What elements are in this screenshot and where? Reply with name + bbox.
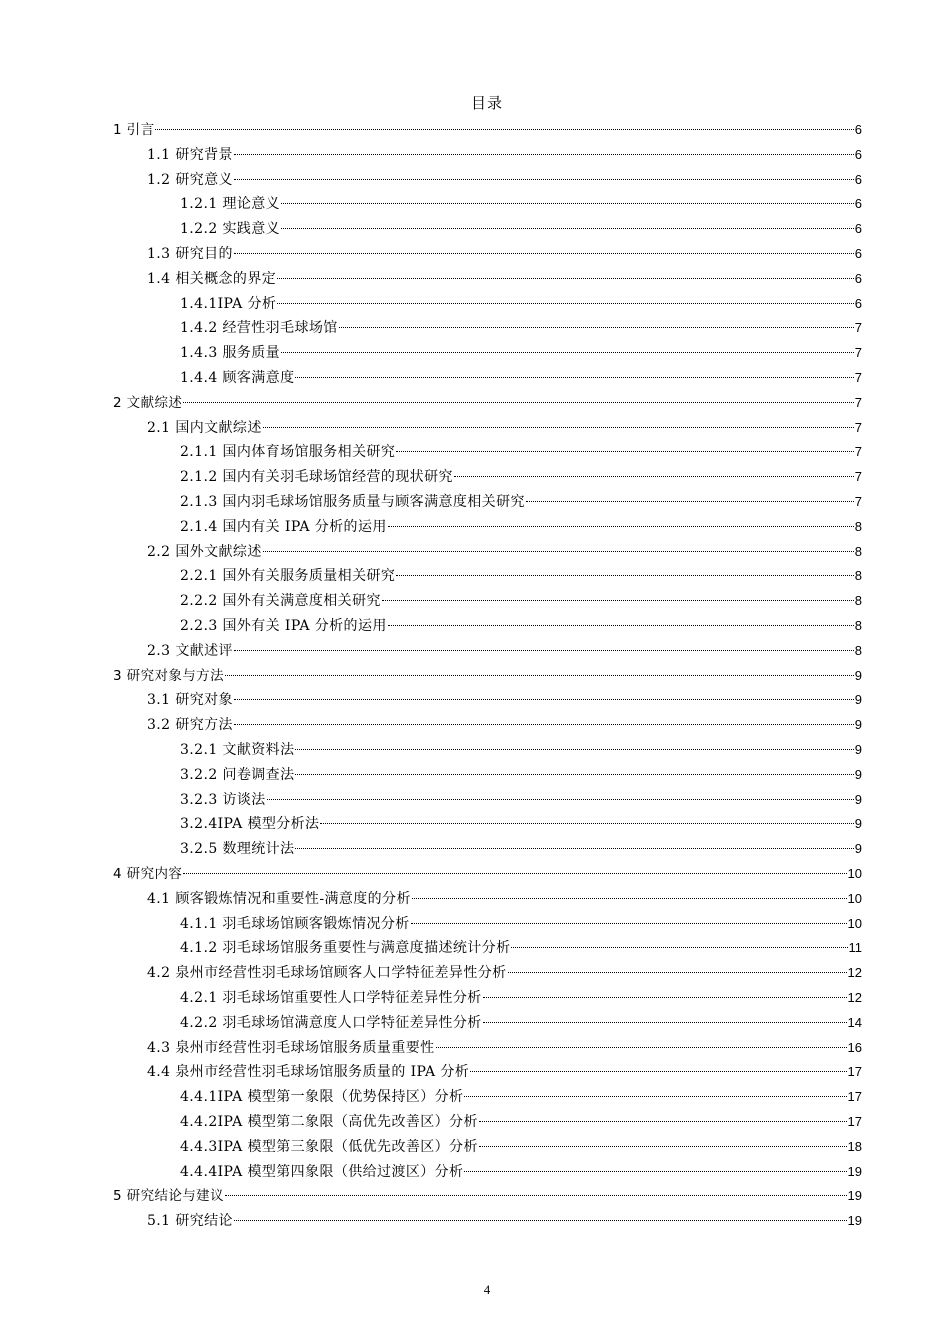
toc-entry-label: 3.2.1 文献资料法 — [180, 742, 295, 758]
toc-entry-label: 2.1 国内文献综述 — [147, 419, 262, 436]
toc-entry-page-number: 6 — [854, 171, 862, 187]
toc-dot-leader — [470, 1071, 846, 1072]
toc-dot-leader — [511, 947, 847, 948]
toc-dot-leader — [396, 451, 853, 452]
toc-entry[interactable] — [147, 267, 862, 292]
toc-dot-leader — [183, 402, 853, 403]
toc-entry-page-number: 16 — [847, 1039, 862, 1055]
toc-entry-page-number: 17 — [847, 1089, 862, 1105]
toc-dot-leader — [281, 352, 854, 353]
toc-dot-leader — [320, 823, 853, 824]
toc-entry-page-number: 12 — [847, 990, 862, 1005]
toc-dot-leader — [234, 179, 854, 180]
toc-entry-page-number: 18 — [847, 1138, 862, 1154]
toc-entry[interactable] — [180, 217, 862, 242]
toc-entry-label: 4.1 顾客锻炼情况和重要性-满意度的分析 — [147, 890, 411, 907]
toc-dot-leader — [234, 1220, 847, 1221]
toc-entry-label: 4.4.4IPA 模型第四象限（供给过渡区）分析 — [180, 1163, 464, 1180]
toc-entry-label: 4.3 泉州市经营性羽毛球场馆服务质量重要性 — [147, 1039, 435, 1056]
toc-entry-label: 1.4 相关概念的界定 — [147, 270, 277, 287]
toc-entry-label: 2.1.4 国内有关 IPA 分析的运用 — [180, 518, 387, 535]
toc-entry-page-number: 10 — [847, 915, 862, 931]
toc-entry-label: 2.2.3 国外有关 IPA 分析的运用 — [180, 618, 387, 634]
toc-entry[interactable] — [113, 862, 862, 887]
toc-entry-page-number: 8 — [854, 518, 862, 534]
toc-entry[interactable] — [180, 192, 862, 217]
toc-entry-label: 2.2 国外文献综述 — [147, 543, 262, 560]
toc-entry-page-number: 7 — [854, 394, 862, 410]
toc-dot-leader — [295, 377, 853, 378]
toc-dot-leader — [295, 848, 853, 849]
toc-dot-leader — [281, 203, 854, 204]
toc-entry[interactable] — [113, 664, 862, 689]
toc-entry[interactable] — [180, 316, 862, 341]
toc-entry[interactable] — [180, 986, 862, 1011]
toc-dot-leader — [396, 575, 853, 576]
toc-entry-page-number: 7 — [854, 419, 862, 435]
toc-entry[interactable] — [147, 143, 862, 168]
toc-dot-leader — [411, 923, 847, 924]
toc-entry[interactable] — [180, 1085, 862, 1110]
toc-entry-label: 1.4.3 服务质量 — [180, 345, 281, 362]
toc-entry-label: 5.1 研究结论 — [147, 1213, 233, 1230]
toc-entry-label: 1.2 研究意义 — [147, 171, 233, 188]
toc-entry-page-number: 11 — [848, 940, 862, 956]
toc-entry[interactable] — [180, 465, 862, 490]
toc-entry-label: 3.2.5 数理统计法 — [180, 841, 295, 858]
toc-entry-label: 4.4.3IPA 模型第三象限（低优先改善区）分析 — [180, 1138, 478, 1155]
toc-dot-leader — [382, 600, 854, 601]
toc-dot-leader — [234, 699, 854, 700]
toc-entry[interactable] — [147, 168, 862, 193]
toc-entry-page-number: 17 — [847, 1114, 862, 1129]
toc-dot-leader — [436, 1047, 847, 1048]
toc-entry-label: 4.1.2 羽毛球场馆服务重要性与满意度描述统计分析 — [180, 940, 511, 957]
toc-dot-leader — [277, 278, 854, 279]
toc-entry[interactable] — [180, 589, 862, 614]
toc-entry-label: 2.1.3 国内羽毛球场馆服务质量与顾客满意度相关研究 — [180, 494, 525, 510]
toc-entry-label: 3.2.3 访谈法 — [180, 791, 266, 808]
toc-dot-leader — [388, 526, 854, 527]
toc-entry-label: 4.1.1 羽毛球场馆顾客锻炼情况分析 — [180, 915, 410, 932]
toc-entry[interactable] — [180, 763, 862, 788]
toc-dot-leader — [295, 749, 853, 750]
toc-entry-page-number: 9 — [854, 816, 862, 832]
toc-entry[interactable] — [180, 1135, 862, 1160]
toc-entry-label: 4 研究内容 — [113, 866, 183, 882]
toc-entry-label: 1.4.1IPA 分析 — [180, 295, 277, 312]
toc-entry-page-number: 8 — [854, 543, 862, 559]
toc-entry-page-number: 10 — [847, 890, 862, 906]
toc-entry-page-number: 19 — [847, 1213, 862, 1229]
toc-entry-label: 3.2.4IPA 模型分析法 — [180, 816, 320, 833]
toc-entry-label: 1.4.2 经营性羽毛球场馆 — [180, 320, 338, 337]
toc-entry-label: 4.2 泉州市经营性羽毛球场馆顾客人口学特征差异性分析 — [147, 965, 507, 982]
toc-entry-page-number: 8 — [854, 642, 862, 658]
toc-entry-page-number: 9 — [854, 692, 862, 708]
toc-dot-leader — [412, 898, 847, 899]
toc-entry-page-number: 7 — [854, 370, 862, 385]
toc-dot-leader — [277, 303, 854, 304]
toc-entry[interactable] — [147, 887, 862, 912]
toc-entry-label: 1.3 研究目的 — [147, 246, 233, 262]
toc-entry-page-number: 6 — [854, 196, 862, 212]
toc-dot-leader — [479, 1121, 847, 1122]
toc-entry-page-number: 14 — [847, 1014, 862, 1030]
toc-entry[interactable] — [147, 688, 862, 713]
toc-entry[interactable] — [147, 1209, 862, 1234]
toc-dot-leader — [339, 327, 854, 328]
toc-entry[interactable] — [180, 515, 862, 540]
toc-dot-leader — [234, 154, 854, 155]
toc-entry-page-number: 6 — [854, 246, 862, 261]
toc-entry-label: 4.4.1IPA 模型第一象限（优势保持区）分析 — [180, 1089, 464, 1106]
toc-entry-page-number: 8 — [854, 618, 862, 633]
toc-entry-label: 3.2 研究方法 — [147, 717, 233, 734]
toc-entry-label: 2 文献综述 — [113, 394, 183, 411]
toc-dot-leader — [295, 774, 853, 775]
toc-entry[interactable] — [147, 713, 862, 738]
toc-entry[interactable] — [147, 242, 862, 267]
toc-entry[interactable] — [113, 118, 862, 143]
toc-entry-label: 1 引言 — [113, 122, 155, 138]
toc-entry[interactable] — [113, 1184, 862, 1209]
toc-dot-leader — [526, 501, 854, 502]
toc-entry[interactable] — [180, 341, 862, 366]
toc-entry[interactable] — [180, 788, 862, 813]
toc-entry-page-number: 9 — [854, 667, 862, 683]
toc-entry-page-number: 6 — [854, 221, 862, 237]
toc-dot-leader — [454, 476, 854, 477]
toc-entry-page-number: 12 — [847, 965, 862, 981]
toc-entry[interactable] — [180, 440, 862, 465]
toc-entry-label: 2.3 文献述评 — [147, 642, 233, 659]
toc-title: 目录 — [470, 94, 503, 112]
toc-entry-page-number: 9 — [854, 841, 862, 857]
toc-entry[interactable] — [180, 1011, 862, 1036]
toc-entry-page-number: 17 — [847, 1064, 862, 1080]
toc-dot-leader — [155, 129, 853, 130]
toc-dot-leader — [234, 253, 854, 254]
toc-entry-page-number: 7 — [854, 469, 862, 485]
page-number: 4 — [483, 1282, 491, 1297]
toc-entry-label: 3 研究对象与方法 — [113, 667, 224, 684]
toc-entry-label: 5 研究结论与建议 — [113, 1188, 224, 1205]
toc-entry-page-number: 6 — [854, 270, 862, 286]
toc-dot-leader — [267, 799, 854, 800]
toc-entry-page-number: 7 — [854, 345, 862, 361]
toc-entry-page-number: 19 — [847, 1188, 862, 1204]
toc-entry-page-number: 7 — [854, 494, 862, 509]
toc-entry[interactable] — [180, 1110, 862, 1135]
toc-entry[interactable] — [180, 812, 862, 837]
toc-entry-page-number: 9 — [854, 717, 862, 733]
toc-entry-page-number: 7 — [854, 444, 862, 460]
toc-entry[interactable] — [180, 292, 862, 317]
toc-entry-label: 2.2.1 国外有关服务质量相关研究 — [180, 568, 396, 585]
toc-dot-leader — [225, 1195, 847, 1196]
toc-entry[interactable] — [147, 1060, 862, 1085]
toc-entry-page-number: 9 — [854, 766, 862, 782]
toc-entry[interactable] — [180, 837, 862, 862]
toc-entry-page-number: 9 — [854, 791, 862, 807]
toc-dot-leader — [464, 1096, 846, 1097]
toc-dot-leader — [483, 997, 847, 998]
toc-entry[interactable] — [180, 1160, 862, 1185]
toc-entry-page-number: 10 — [847, 866, 862, 881]
toc-entry-label: 3.1 研究对象 — [147, 692, 233, 709]
toc-entry-label: 4.2.2 羽毛球场馆满意度人口学特征差异性分析 — [180, 1014, 482, 1031]
toc-entry[interactable] — [180, 366, 862, 391]
toc-entry-page-number: 6 — [854, 122, 862, 137]
toc-entry-label: 4.4 泉州市经营性羽毛球场馆服务质量的 IPA 分析 — [147, 1064, 470, 1081]
toc-dot-leader — [263, 551, 854, 552]
toc-entry[interactable] — [147, 961, 862, 986]
toc-entry[interactable] — [180, 564, 862, 589]
toc-entry-label: 2.1.2 国内有关羽毛球场馆经营的现状研究 — [180, 469, 453, 486]
toc-dot-leader — [234, 724, 854, 725]
toc-entry[interactable] — [147, 1036, 862, 1061]
toc-entry-page-number: 6 — [854, 146, 862, 162]
toc-entry[interactable] — [113, 391, 862, 416]
toc-entry-label: 3.2.2 问卷调查法 — [180, 766, 295, 783]
toc-entry-page-number: 9 — [854, 742, 862, 757]
toc-entry[interactable] — [180, 936, 862, 961]
toc-entry-page-number: 7 — [854, 320, 862, 336]
toc-entry[interactable] — [180, 490, 862, 515]
toc-entry-page-number: 8 — [854, 568, 862, 584]
toc-dot-leader — [508, 972, 847, 973]
toc-entry-label: 1.4.4 顾客满意度 — [180, 370, 295, 386]
toc-dot-leader — [483, 1022, 847, 1023]
toc-dot-leader — [464, 1171, 846, 1172]
toc-entry[interactable] — [147, 639, 862, 664]
toc-entry-page-number: 19 — [847, 1163, 862, 1179]
toc-entry[interactable] — [147, 540, 862, 565]
toc-entry[interactable] — [180, 912, 862, 937]
toc-entry[interactable] — [180, 614, 862, 639]
toc-dot-leader — [225, 675, 854, 676]
toc-entry-page-number: 8 — [854, 593, 862, 609]
toc-entry[interactable] — [147, 416, 862, 441]
toc-entry-label: 4.2.1 羽毛球场馆重要性人口学特征差异性分析 — [180, 990, 482, 1006]
toc-entry[interactable] — [180, 738, 862, 763]
toc-entry-label: 2.2.2 国外有关满意度相关研究 — [180, 593, 381, 610]
toc-dot-leader — [479, 1146, 847, 1147]
toc-dot-leader — [388, 625, 854, 626]
toc-entry-label: 4.4.2IPA 模型第二象限（高优先改善区）分析 — [180, 1114, 478, 1130]
toc-dot-leader — [281, 228, 854, 229]
toc-entry-label: 1.2.1 理论意义 — [180, 196, 281, 213]
toc-dot-leader — [263, 427, 854, 428]
toc-entry-label: 2.1.1 国内体育场馆服务相关研究 — [180, 444, 396, 461]
toc-entry-label: 1.2.2 实践意义 — [180, 221, 281, 238]
toc-entry-label: 1.1 研究背景 — [147, 146, 233, 163]
toc-entry-page-number: 6 — [854, 295, 862, 311]
toc-dot-leader — [183, 873, 846, 874]
toc-dot-leader — [234, 650, 854, 651]
